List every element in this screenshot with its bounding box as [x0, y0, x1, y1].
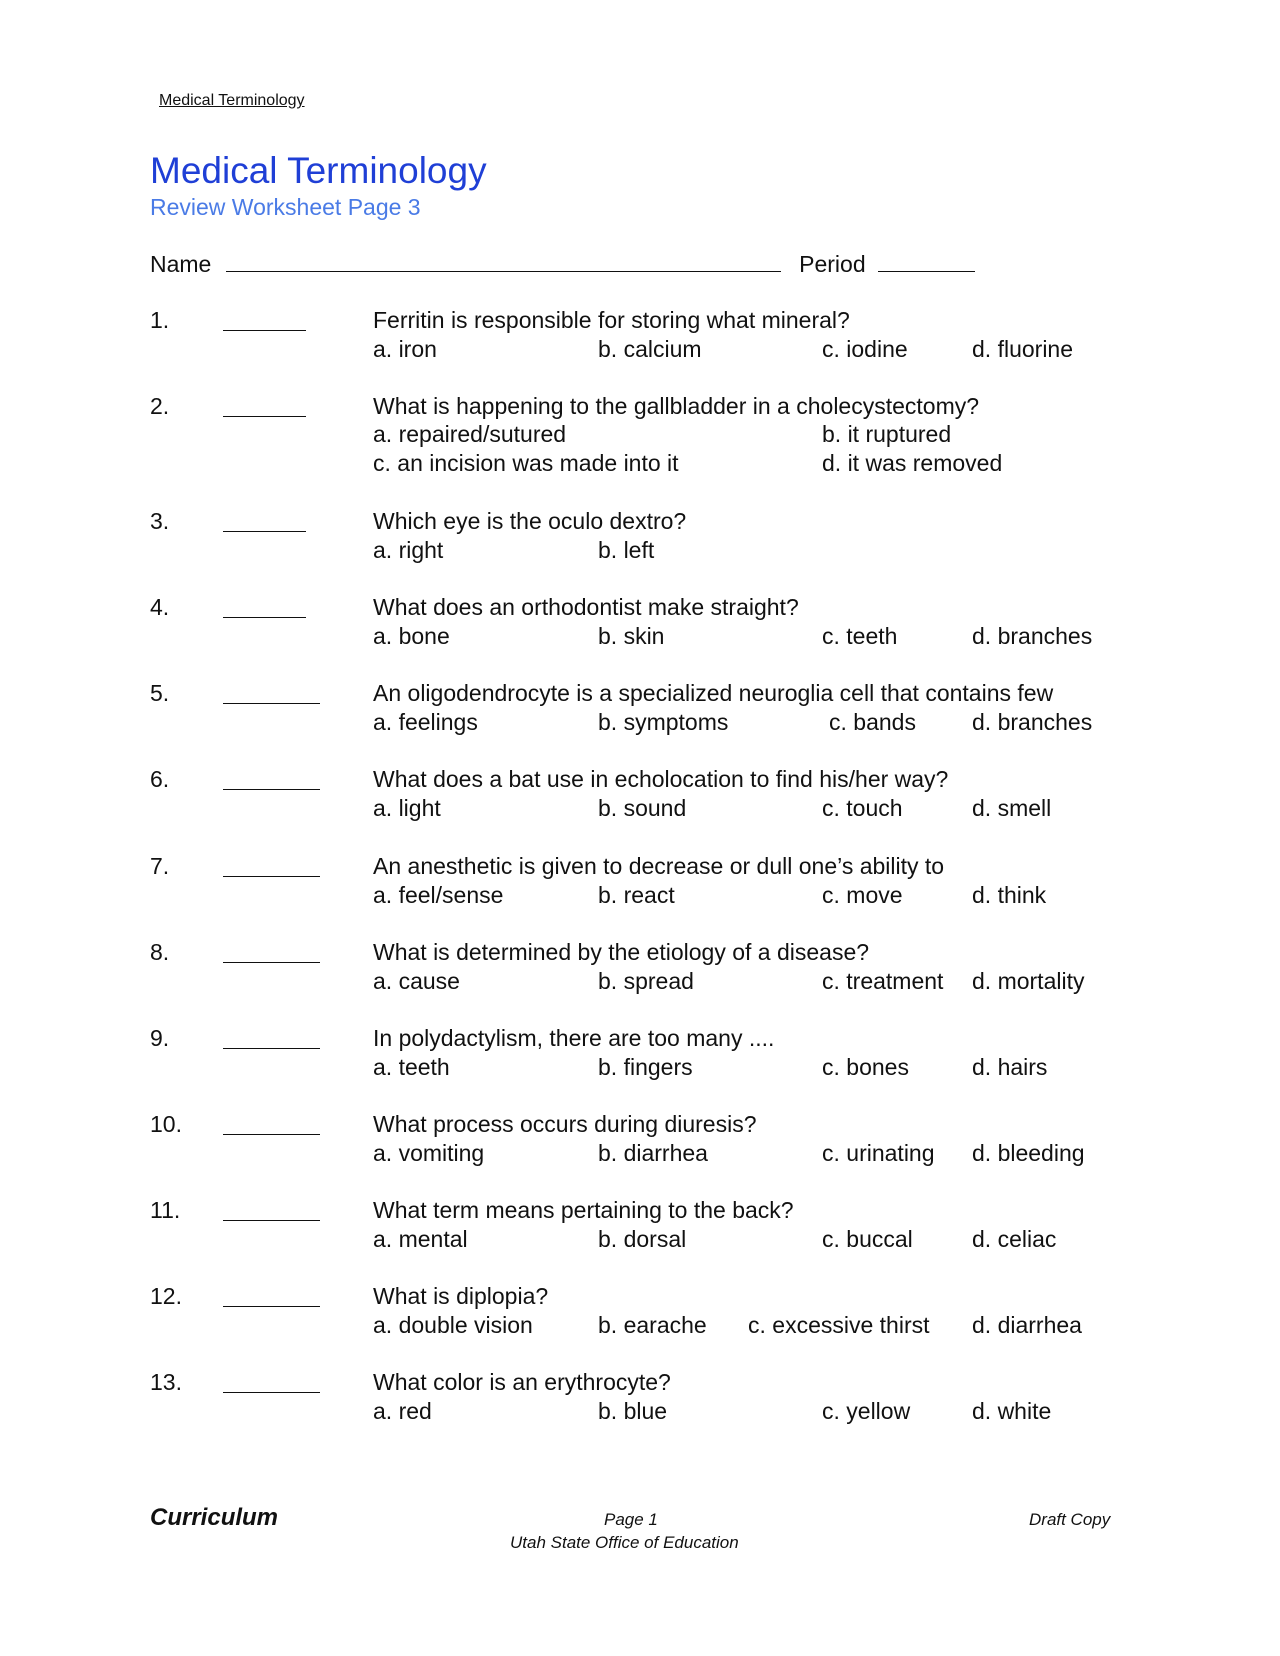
option-d: d. think	[972, 882, 1047, 908]
option-c: c. an incision was made into it	[373, 450, 679, 476]
option-b: b. react	[598, 882, 675, 908]
option-a: a. repaired/sutured	[373, 421, 567, 447]
answer-blank[interactable]	[223, 1134, 320, 1135]
option-a: a. mental	[373, 1226, 468, 1252]
question-text: Which eye is the oculo dextro?	[373, 508, 687, 534]
option-c: c. iodine	[822, 336, 908, 362]
question-text: What term means pertaining to the back?	[373, 1197, 794, 1223]
option-d: d. it was removed	[822, 450, 1003, 476]
answer-blank[interactable]	[223, 617, 306, 618]
option-d: d. bleeding	[972, 1140, 1085, 1166]
answer-blank[interactable]	[223, 962, 320, 963]
question-number: 6.	[150, 766, 170, 792]
option-a: a. vomiting	[373, 1140, 485, 1166]
question-number: 11.	[150, 1197, 181, 1223]
option-b: b. diarrhea	[598, 1140, 708, 1166]
option-c: c. teeth	[822, 623, 898, 649]
question-number: 10.	[150, 1111, 182, 1137]
question-text: What does an orthodontist make straight?	[373, 594, 799, 620]
option-c: c. move	[822, 882, 903, 908]
option-c: c. bands	[829, 709, 916, 735]
option-c: c. excessive thirst	[748, 1312, 930, 1338]
question-text: In polydactylism, there are too many ....	[373, 1025, 775, 1051]
option-b: b. earache	[598, 1312, 707, 1338]
page-subtitle: Review Worksheet Page 3	[150, 194, 421, 220]
name-label: Name	[150, 251, 212, 277]
option-d: d. diarrhea	[972, 1312, 1082, 1338]
option-b: b. it ruptured	[822, 421, 952, 447]
option-b: b. fingers	[598, 1054, 693, 1080]
option-d: d. fluorine	[972, 336, 1074, 362]
question-number: 1.	[150, 307, 170, 333]
question-number: 2.	[150, 393, 170, 419]
question-text: What color is an erythrocyte?	[373, 1369, 671, 1395]
question-text: What is happening to the gallbladder in a cholecystectomy?	[373, 393, 980, 419]
question-text: Ferritin is responsible for storing what mineral?	[373, 307, 850, 333]
option-d: d. white	[972, 1398, 1052, 1424]
answer-blank[interactable]	[223, 1306, 320, 1307]
answer-blank[interactable]	[223, 330, 306, 331]
name-period-row	[150, 251, 975, 278]
option-a: a. light	[373, 795, 441, 821]
answer-blank[interactable]	[223, 1392, 320, 1393]
option-a: a. teeth	[373, 1054, 450, 1080]
answer-blank[interactable]	[223, 1220, 320, 1221]
question-text: What is diplopia?	[373, 1283, 549, 1309]
period-field[interactable]	[878, 271, 975, 272]
option-c: c. touch	[822, 795, 903, 821]
running-head: Medical Terminology	[159, 92, 305, 109]
question-number: 4.	[150, 594, 170, 620]
question-number: 12.	[150, 1283, 182, 1309]
option-a: a. double vision	[373, 1312, 533, 1338]
answer-blank[interactable]	[223, 789, 320, 790]
option-a: a. red	[373, 1398, 432, 1424]
question-number: 13.	[150, 1369, 182, 1395]
question-text: An anesthetic is given to decrease or dull one’s ability to	[373, 853, 945, 879]
answer-blank[interactable]	[223, 1048, 320, 1049]
footer-draft-label: Draft Copy	[1029, 1510, 1111, 1529]
option-b: b. dorsal	[598, 1226, 687, 1252]
answer-blank[interactable]	[223, 876, 320, 877]
answer-blank[interactable]	[223, 416, 306, 417]
answer-blank[interactable]	[223, 531, 306, 532]
option-b: b. blue	[598, 1398, 668, 1424]
footer-organization: Utah State Office of Education	[510, 1533, 739, 1552]
option-c: c. buccal	[822, 1226, 913, 1252]
option-a: a. cause	[373, 968, 460, 994]
question-number: 7.	[150, 853, 170, 879]
question-number: 3.	[150, 508, 170, 534]
option-c: c. bones	[822, 1054, 909, 1080]
answer-blank[interactable]	[223, 703, 320, 704]
page-title: Medical Terminology	[150, 150, 487, 191]
option-b: b. skin	[598, 623, 665, 649]
option-a: a. right	[373, 537, 444, 563]
footer-curriculum: Curriculum	[150, 1504, 279, 1531]
option-d: d. smell	[972, 795, 1052, 821]
option-c: c. treatment	[822, 968, 944, 994]
option-c: c. urinating	[822, 1140, 935, 1166]
option-b: b. calcium	[598, 336, 702, 362]
question-text: What does a bat use in echolocation to find his/her way?	[373, 766, 949, 792]
option-c: c. yellow	[822, 1398, 911, 1424]
name-field[interactable]	[226, 271, 781, 272]
question-text: An oligodendrocyte is a specialized neuroglia cell that contains few	[373, 680, 1054, 706]
option-b: b. sound	[598, 795, 687, 821]
option-b: b. left	[598, 537, 655, 563]
option-a: a. feelings	[373, 709, 478, 735]
question-text: What process occurs during diuresis?	[373, 1111, 757, 1137]
question-number: 9.	[150, 1025, 170, 1051]
option-d: d. branches	[972, 623, 1093, 649]
footer-page-number: Page 1	[604, 1510, 658, 1529]
question-number: 8.	[150, 939, 170, 965]
question-number: 5.	[150, 680, 170, 706]
option-b: b. symptoms	[598, 709, 729, 735]
option-d: d. mortality	[972, 968, 1085, 994]
option-a: a. bone	[373, 623, 450, 649]
option-a: a. iron	[373, 336, 437, 362]
period-label: Period	[799, 251, 866, 277]
option-b: b. spread	[598, 968, 694, 994]
question-text: What is determined by the etiology of a disease?	[373, 939, 870, 965]
option-d: d. branches	[972, 709, 1093, 735]
option-d: d. hairs	[972, 1054, 1048, 1080]
option-a: a. feel/sense	[373, 882, 504, 908]
option-d: d. celiac	[972, 1226, 1057, 1252]
